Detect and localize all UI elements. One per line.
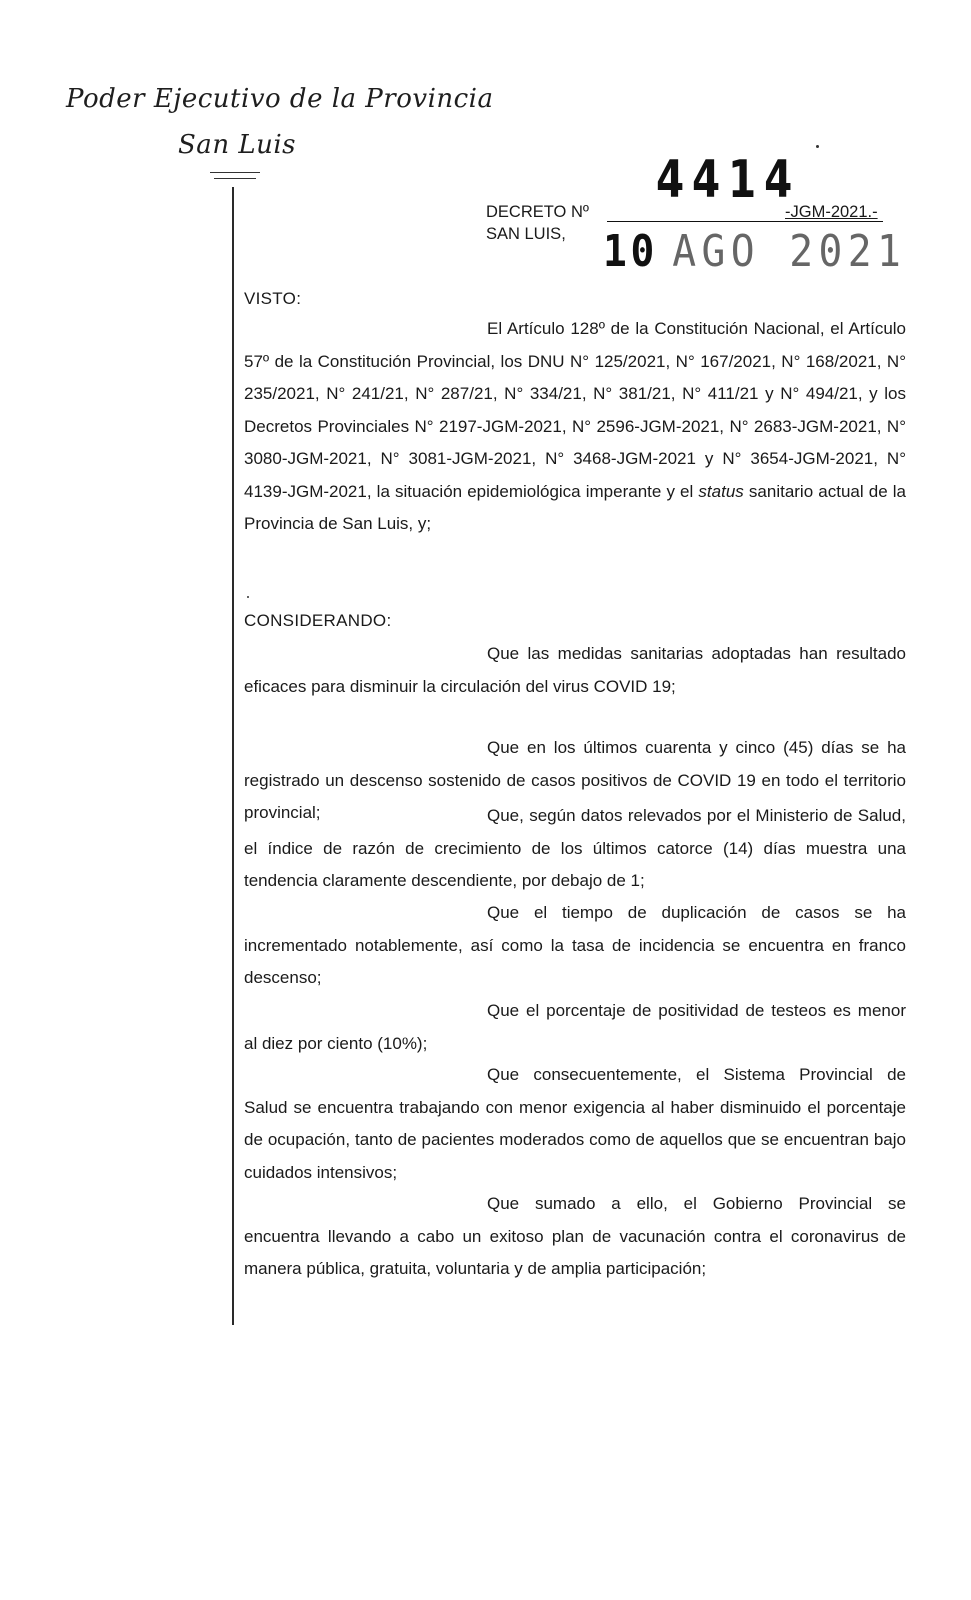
considerando-paragraph: Que en los últimos cuarenta y cinco (45) días se ha registrado un descenso sostenido de casos positivos de COVID 19 en todo el territorio provincial;: [244, 738, 906, 822]
scan-speck: [247, 596, 249, 598]
visto-heading: VISTO:: [244, 289, 302, 308]
visto-text-after: sanitario actual de la Provincia de San Luis, y;: [244, 481, 906, 533]
date-stamp-month-year: AGO 2021: [672, 226, 907, 277]
city-label: SAN LUIS,: [486, 225, 566, 243]
visto-paragraph: [244, 313, 906, 541]
letterhead-rule: [214, 178, 256, 179]
margin-line: [232, 187, 234, 1325]
considerando-paragraph: Que sumado a ello, el Gobierno Provincial se encuentra llevando a cabo un exitoso plan de vacunación contra el coronavirus de manera pública, gratuita, voluntaria y de amplia participación;: [244, 1194, 906, 1278]
letterhead-line-2: San Luis: [178, 130, 296, 160]
considerando-paragraph: Que el porcentaje de positividad de testeos es menor al diez por ciento (10%);: [244, 1001, 906, 1053]
visto-text-before: El Artículo 128º de la Constitución Nacional, el Artículo 57º de la Constitución Provincial, los DNU N° 125/2021, N° 167/2021, N° 168/2021, N° 235/2021, N° 241/21, N° 287/21, N° 334/21, N° 381/21, N° 411/21 y N° 494/21, y los Decretos Provinciales N° 2197-JGM-2021, N° 2596-JGM-2021, N° 2683-JGM-2021, N° 3080-JGM-2021, N° 3081-JGM-2021, N° 3468-JGM-2021 y N° 3654-JGM-2021, N° 4139-JGM-2021, la situación epidemiológica imperante y el: [244, 319, 906, 501]
scan-speck: [816, 145, 819, 148]
date-stamp-day: 10: [603, 226, 658, 277]
considerando-paragraph: Que consecuentemente, el Sistema Provincial de Salud se encuentra trabajando con menor exigencia al haber disminuido el porcentaje de ocupación, tanto de pacientes moderados como de aquellos que se encuentran bajo cuidados intensivos;: [244, 1065, 906, 1182]
letterhead-line-1: Poder Ejecutivo de la Provincia: [66, 84, 494, 114]
decree-suffix: -JGM-2021.-: [785, 203, 878, 221]
considerando-paragraph: Que el tiempo de duplicación de casos se ha incrementado notablemente, así como la tasa de incidencia se encuentra en franco descenso;: [244, 903, 906, 987]
decree-label: DECRETO Nº: [486, 203, 589, 221]
considerando-heading: CONSIDERANDO:: [244, 611, 392, 630]
date-stamp: [603, 226, 906, 277]
letterhead-rule: [210, 172, 260, 173]
considerando-paragraph: Que, según datos relevados por el Ministerio de Salud, el índice de razón de crecimiento de los últimos catorce (14) días muestra una tendencia claramente descendiente, por debajo de 1;: [244, 806, 906, 890]
visto-text-italic: status: [698, 481, 744, 501]
considerando-paragraph: Que las medidas sanitarias adoptadas han resultado eficaces para disminuir la circulación del virus COVID 19;: [244, 644, 906, 696]
decree-number-stamp: 4414: [656, 150, 801, 210]
